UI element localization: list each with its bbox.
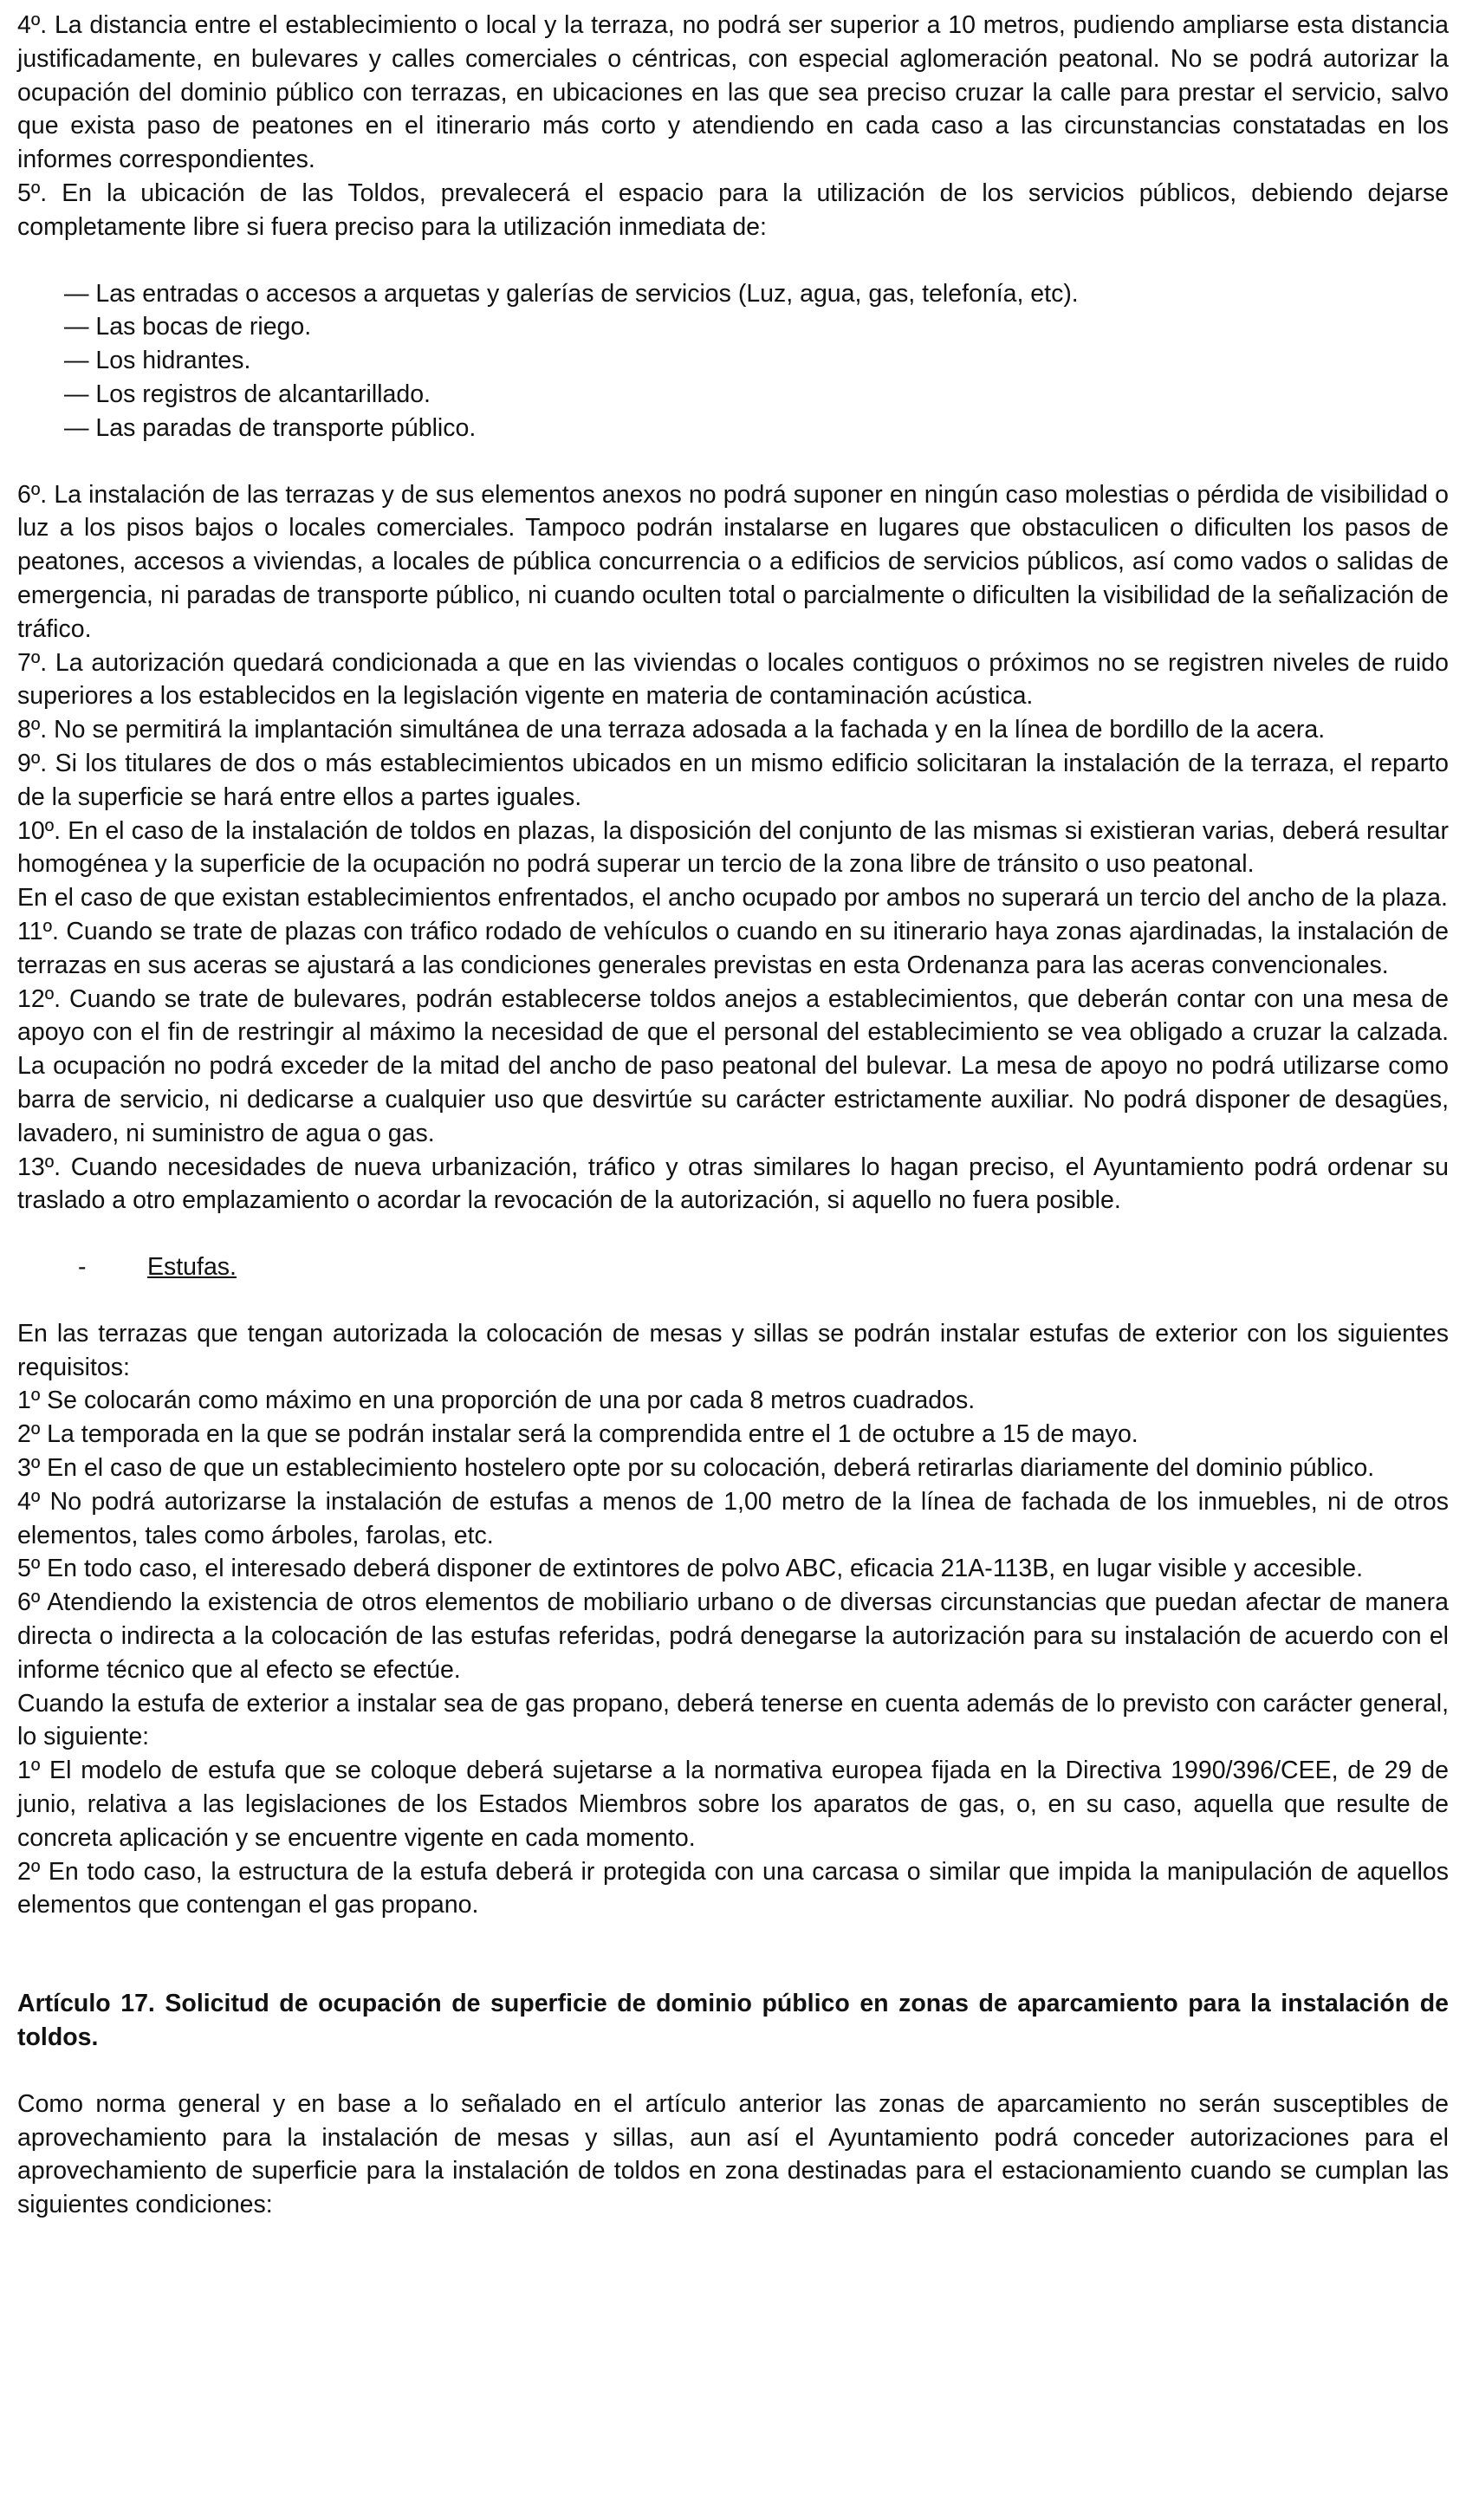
spacer bbox=[17, 244, 1449, 277]
service-access-list bbox=[17, 277, 1449, 445]
paragraph-8: 8º. No se permitirá la implantación simultánea de una terraza adosada a la fachada y en la línea de bordillo de la acera. bbox=[17, 716, 1326, 744]
paragraph-12: 12º. Cuando se trate de bulevares, podrán establecerse toldos anejos a establecimientos, que deberán contar con una mesa de apoyo con el fin de restringir al máximo la necesidad de que el personal del establecimiento se vea obligado a cruzar la calzada. La ocupación no podrá exceder de la mitad del ancho de paso peatonal del bulevar. La mesa de apoyo no podrá utilizarse como barra de servicio, ni dedicarse a cualquier uso que desvirtúe su carácter estrictamente auxiliar. No podrá disponer de desagües, lavadero, ni suministro de agua o gas. bbox=[17, 984, 1449, 1147]
spacer bbox=[17, 1922, 1449, 1987]
paragraph-4: 4º. La distancia entre el establecimiento o local y la terraza, no podrá ser superior a 10 metros, pudiendo ampliarse esta distancia justificadamente, en bulevares y calles comerciales o céntricas, con especial aglomeración peatonal. No se podrá autorizar la ocupación del dominio público con terrazas, en ubicaciones en las que sea preciso cruzar la calle para prestar el servicio, salvo que exista paso de peatones en el itinerario más corto y atendiendo en cada caso a las circunstancias constatadas en los informes correspondientes. bbox=[17, 11, 1449, 174]
paragraph-11: 11º. Cuando se trate de plazas con tráfico rodado de vehículos o cuando en su itinerario haya zonas ajardinadas, la instalación de terrazas en sus aceras se ajustará a las condiciones generales previstas en esta Ordenanza para las aceras convencionales. bbox=[17, 917, 1449, 979]
paragraph-10: 10º. En el caso de la instalación de toldos en plazas, la disposición del conjunto de las mismas si existieran varias, deberá resultar homogénea y la superficie de la ocupación no podrá superar un tercio de la zona libre de tránsito o uso peatonal. bbox=[17, 816, 1449, 879]
section-heading-estufas bbox=[17, 1250, 1449, 1284]
list-item: — Los registros de alcantarillado. bbox=[64, 380, 431, 408]
paragraph-6: 6º. La instalación de las terrazas y de sus elementos anexos no podrá suponer en ningún caso molestias o pérdida de visibilidad o luz a los pisos bajos o locales comerciales. Tampoco podrán instalarse en lugares que obstaculicen o dificulten los pasos de peatones, accesos a viviendas, a locales de pública concurrencia o a edificios de servicios públicos, así como vados o salidas de emergencia, ni paradas de transporte público, ni cuando oculten total o parcialmente o dificulten la visibilidad de la señalización de tráfico. bbox=[17, 480, 1449, 643]
estufas-requisito-4: 4º No podrá autorizarse la instalación de estufas a menos de 1,00 metro de la línea de fachada de los inmuebles, ni de otros elementos, tales como árboles, farolas, etc. bbox=[17, 1487, 1449, 1549]
paragraph-10-note: En el caso de que existan establecimientos enfrentados, el ancho ocupado por ambos no superará un tercio del ancho de la plaza. bbox=[17, 884, 1448, 913]
article-17-title: Artículo 17. Solicitud de ocupación de superficie de dominio público en zonas de aparcamiento para la instalación de toldos. bbox=[17, 1990, 1449, 2052]
paragraph-5: 5º. En la ubicación de las Toldos, prevalecerá el espacio para la utilización de los servicios públicos, debiendo dejarse completamente libre si fuera preciso para la utilización inmediata de: bbox=[17, 179, 1449, 241]
estufas-requisito-5: 5º En todo caso, el interesado deberá disponer de extintores de polvo ABC, eficacia 21A-113B, en lugar visible y accesible. bbox=[17, 1555, 1363, 1583]
spacer bbox=[17, 2055, 1449, 2088]
estufas-gas-1: 1º El modelo de estufa que se coloque deberá sujetarse a la normativa europea fijada en la Directiva 1990/396/CEE, de 29 de junio, relativa a las legislaciones de los Estados Miembros sobre los aparatos de gas, o, en su caso, aquella que resulte de concreta aplicación y se encuentre vigente en cada momento. bbox=[17, 1757, 1449, 1852]
estufas-gas-intro: Cuando la estufa de exterior a instalar sea de gas propano, deberá tenerse en cuenta además de lo previsto con carácter general, lo siguiente: bbox=[17, 1689, 1449, 1751]
spacer bbox=[17, 1218, 1449, 1250]
estufas-gas-2: 2º En todo caso, la estructura de la estufa deberá ir protegida con una carcasa o similar que impida la manipulación de aquellos elementos que contengan el gas propano. bbox=[17, 1857, 1449, 1919]
spacer bbox=[17, 1284, 1449, 1317]
paragraph-7: 7º. La autorización quedará condicionada a que en las viviendas o locales contiguos o próximos no se registren niveles de ruido superiores a los establecidos en la legislación vigente en materia de contaminación acústica. bbox=[17, 648, 1449, 711]
estufas-requisito-3: 3º En el caso de que un establecimiento hostelero opte por su colocación, deberá retirarlas diariamente del dominio público. bbox=[17, 1454, 1375, 1483]
list-item: — Los hidrantes. bbox=[64, 347, 251, 375]
heading-text: Estufas. bbox=[147, 1253, 237, 1282]
estufas-requisito-6: 6º Atendiendo la existencia de otros elementos de mobiliario urbano o de diversas circunstancias que puedan afectar de manera directa o indirecta a la colocación de las estufas referidas, podrá denegarse la autorización para su instalación de acuerdo con el informe técnico que al efecto se efectúe. bbox=[17, 1588, 1449, 1684]
paragraph-9: 9º. Si los titulares de dos o más establecimientos ubicados en un mismo edificio solicitaran la instalación de la terraza, el reparto de la superficie se hará entre ellos a partes iguales. bbox=[17, 749, 1449, 811]
estufas-requisito-1: 1º Se colocarán como máximo en una proporción de una por cada 8 metros cuadrados. bbox=[17, 1387, 976, 1415]
spacer bbox=[17, 445, 1449, 478]
heading-bullet: - bbox=[78, 1253, 87, 1282]
estufas-requisito-2: 2º La temporada en la que se podrán instalar será la comprendida entre el 1 de octubre a 15 de mayo. bbox=[17, 1420, 1138, 1449]
list-item: — Las entradas o accesos a arquetas y galerías de servicios (Luz, agua, gas, telefonía, etc). bbox=[64, 279, 1079, 308]
estufas-intro: En las terrazas que tengan autorizada la colocación de mesas y sillas se podrán instalar estufas de exterior con los siguientes requisitos: bbox=[17, 1319, 1449, 1381]
list-item: — Las bocas de riego. bbox=[64, 313, 312, 341]
article-17-body: Como norma general y en base a lo señalado en el artículo anterior las zonas de aparcamiento no serán susceptibles de aprovechamiento para la instalación de mesas y sillas, aun así el Ayuntamiento podrá conceder autorizaciones para el aprovechamiento de superficie para la instalación de toldos en zona destinadas para el estacionamiento cuando se cumplan las siguientes condiciones: bbox=[17, 2089, 1449, 2219]
paragraph-13: 13º. Cuando necesidades de nueva urbanización, tráfico y otras similares lo hagan preciso, el Ayuntamiento podrá ordenar su traslado a otro emplazamiento o acordar la revocación de la autorización, si aquello no fuera posible. bbox=[17, 1153, 1449, 1215]
list-item: — Las paradas de transporte público. bbox=[64, 413, 477, 442]
